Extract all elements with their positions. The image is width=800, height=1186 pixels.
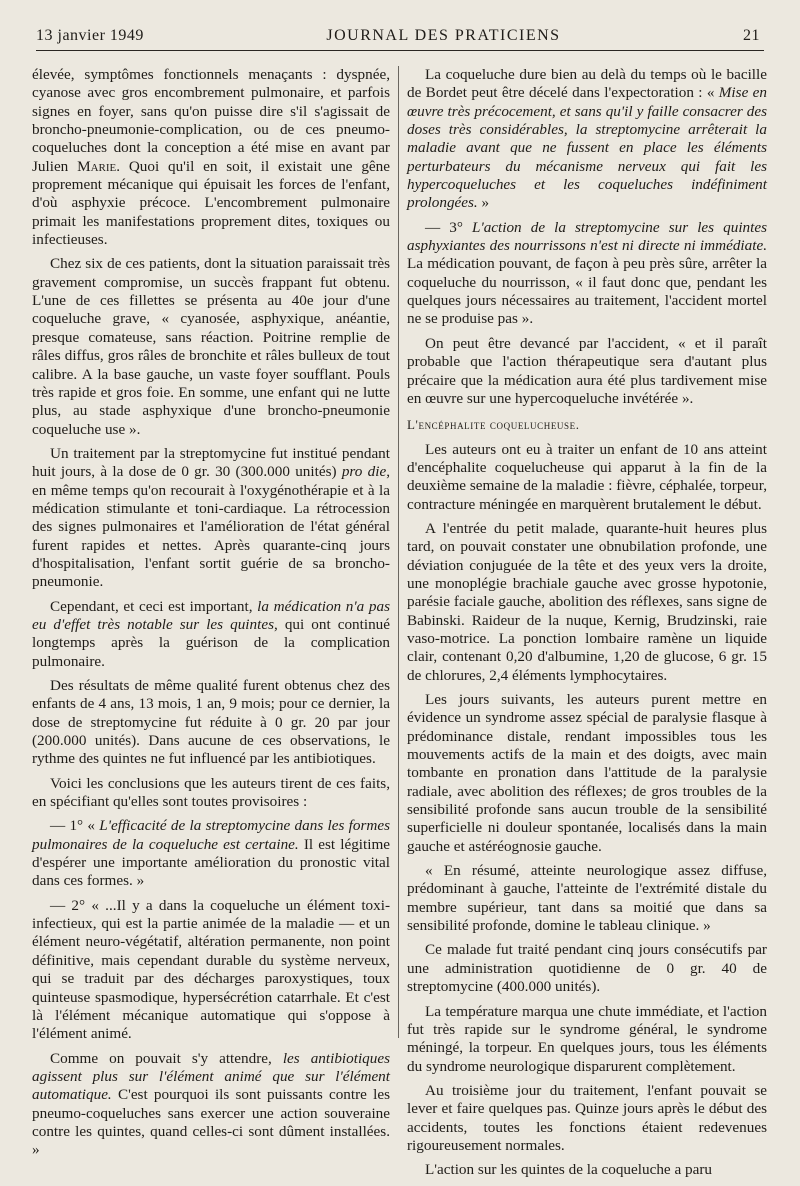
text: — 1° « — [50, 817, 100, 835]
paragraph: A l'entrée du petit malade, quarante-huit heures plus tard, on pouvait constater une obnubilation profonde, une déviation conjuguée de la tête et des yeux vers la droite, une monoplégie brachiale gauche avec grosse hypotonie, parésie faciale gauche, abolition des réflexes, sans signe de Babinski. Raideur de la nuque, Kernig, Brudzinski, raie vaso-motrice. La ponction lombaire ramène un liquide clair, contenant 0,20 d'albumine, 1,20 de glucose, 6 gr. 15 de chlorures, 2,4 éléments lymphocytaires. — [407, 519, 767, 684]
conclusion-2: — 2° « ...Il y a dans la coqueluche un élément toxi-infectieux, qui est la partie animée de la maladie — et un élément neuro-végétatif, altération permanente, non point définitive, mais cependant durable du système nerveux, qui se traduit par des décharges paroxystiques, toux quinteuse spasmodique, hypersécrétion catarrhale. Et c'est là l'élément mécanique automatique qui s'oppose à l'élément animé. — [32, 896, 390, 1043]
paragraph: Au troisième jour du traitement, l'enfant pouvait se lever et faire quelques pas. Quinze jours après le début des accidents, toutes les fonctions étaient redevenues rigoureusement normales. — [407, 1081, 767, 1154]
paragraph: Les auteurs ont eu à traiter un enfant de 10 ans atteint d'encéphalite coquelucheuse qui apparut à la fin de la deuxième semaine de la maladie : fièvre, céphalée, torpeur, contracture méningée en marquèrent brutalement le début. — [407, 440, 767, 513]
conclusion-3 — [407, 219, 767, 329]
paragraph — [32, 445, 390, 592]
paragraph: Chez six de ces patients, dont la situation paraissait très gravement compromise, un succès frappant fut obtenu. L'une de ces fillettes se présenta au 40e jour d'une coqueluche grave, « cyanosée, asphyxique, anéantie, presque comateuse, sans réaction. Poitrine remplie de râles diffus, gros râles de bronchite et râles bulleux de tout calibre. A la base gauche, un vaste foyer soufflant. Pouls très rapide et gros foie. En somme, une enfant qui ne lutte plus, au stade asphyxique d'une broncho-pneumonie coqueluche use ». — [32, 255, 390, 438]
text: Cependant, et ceci est important, — [50, 597, 258, 615]
paragraph — [407, 66, 767, 213]
text: , qui ont continué longtemps après la guérison de la complication pulmonaire. — [32, 615, 390, 670]
page-header — [36, 24, 760, 48]
emphasis: les antibiotiques agissent plus sur l'élément animé que sur l'élément automatique. — [32, 1049, 391, 1104]
emphasis: L'action de la streptomycine sur les quintes asphyxiantes des nourrissons n'est ni directe ni immédiate. — [407, 218, 767, 255]
paragraph: Voici les conclusions que les auteurs tirent de ces faits, en spécifiant qu'elles sont toutes provisoires : — [32, 774, 390, 811]
text: La médication pouvant, de façon à peu près sûre, arrêter la coqueluche du nourrisson, « il faut donc que, pendant les quelques jours nécessaires au traitement, l'accident mortel ne se produise pas ». — [407, 255, 767, 328]
paragraph: La température marqua une chute immédiate, et l'action fut très rapide sur le syndrome général, le syndrome méningé, la torpeur. En quelques jours, tous les éléments du syndrome neurologique disparurent complètement. — [407, 1002, 767, 1075]
text: . Quoi qu'il en soit, il existait une gêne proprement mécanique qui épuisait les forces de l'enfant, d'où asphyxie précoce. L'encombrement pulmonaire primait les manifestations proprement dites, toxiques ou infectieuses. — [32, 157, 390, 249]
paragraph: Les jours suivants, les auteurs purent mettre en évidence un syndrome assez spécial de paralysie flasque à prédominance distale, rendant impossibles tous les mouvements actifs de la main et des doigts, avec main tombante en pronation dans l'attitude de la paralysie radiale, avec abolition des réflexes; de gros troubles de la sensibilité profonde sans aucun trouble de la sensibilité superficielle ni douleur spontanée, localisés dans la main gauche et astéréognosie gauche. — [407, 691, 767, 855]
text: » — [477, 194, 490, 212]
journal-title: JOURNAL DES PRATICIENS — [326, 27, 561, 44]
emphasis: L'efficacité de la streptomycine dans les formes pulmonaires de la coqueluche est certaine. — [32, 817, 390, 853]
paragraph: On peut être devancé par l'accident, « et il paraît probable que l'action thérapeutique sera d'autant plus précaire que la médication aura été plus tardivement mise en œuvre sur une hypercoqueluche invétérée ». — [407, 334, 767, 407]
section-heading: L'encéphalite coquelucheuse. — [407, 417, 580, 433]
paragraph: Ce malade fut traité pendant cinq jours consécutifs par une administration quotidienne de 0 gr. 40 de streptomycine (400.000 unités). — [407, 941, 767, 996]
emphasis: Mise en œuvre très précocement, et sans qu'il y faille consacrer des doses très considérables, la streptomycine arrêterait la maladie avant que ne fussent en place les éléments perturbateurs du mécanisme nerveux qui fait les hypercoqueluches et les coqueluches indéfiniment prolongées. — [407, 84, 767, 212]
text: élevée, symptômes fonctionnels menaçants : dyspnée, cyanose avec gros encombrement pulmonaire, et parfois signes en foyer, sans qu'on puisse dire s'il s'agissait de broncho-pneumonie-complication, ou de ces pneumo-coqueluches dont la conception a été mise en avant par Julien — [32, 66, 390, 175]
text: La coqueluche dure bien au delà du temps où le bacille de Bordet peut être décelé dans l'expectoration : « — [407, 66, 767, 102]
text: C'est pourquoi ils sont puissants contre les pneumo-coqueluches sans exercer une action souveraine contre les quintes, quand celles-ci sont dûment installées. » — [32, 1086, 390, 1159]
paragraph — [32, 1050, 390, 1160]
column-divider — [398, 66, 399, 1038]
text: Il est légitime d'espérer une importante amélioration du pronostic vital dans ces formes. » — [32, 835, 390, 890]
left-column — [32, 66, 390, 1166]
header-date: 13 janvier 1949 — [36, 27, 144, 44]
text: Comme on pouvait s'y attendre, — [50, 1049, 283, 1067]
header-rule — [36, 50, 764, 51]
paragraph: L'action sur les quintes de la coqueluche a paru — [425, 1161, 712, 1179]
paragraph: « En résumé, atteinte neurologique assez diffuse, prédominant à gauche, l'atteinte de l'extrémité distale du membre supérieur, tant dans sa moitié que dans sa sensibilité profonde, domine le tableau clinique. » — [407, 862, 767, 935]
conclusion-1 — [32, 817, 390, 890]
emphasis: la médication n'a pas eu d'effet très notable sur les quintes — [32, 597, 390, 633]
right-column — [407, 66, 767, 1186]
text: Un traitement par la streptomycine fut institué pendant huit jours, à la dose de 0 gr. 30 (300.000 unités) — [32, 444, 390, 481]
text: — 3° — [425, 218, 472, 236]
page-number: 21 — [743, 27, 760, 44]
paragraph — [32, 66, 390, 249]
emphasis: pro die — [341, 463, 387, 481]
author-name: Marie — [77, 157, 117, 175]
paragraph: Des résultats de même qualité furent obtenus chez des enfants de 4 ans, 13 mois, 1 an, 9 mois; pour ce dernier, la dose de streptomycine fut réduite à 0 gr. 20 par jour (200.000 unités). Dans aucune de ces observations, le rythme des quintes ne fut influencé par les antibiotiques. — [32, 677, 390, 768]
text: , en même temps qu'on recourait à l'oxygénothérapie et à la médication stimulante et toni-cardiaque. La rétrocession des signes pulmonaires et l'amélioration de l'état général furent rapides et nettes. Après quarante-cinq jours d'hospitalisation, l'enfant sortit guérie de sa broncho-pneumonie. — [32, 463, 390, 591]
paragraph — [32, 598, 390, 671]
